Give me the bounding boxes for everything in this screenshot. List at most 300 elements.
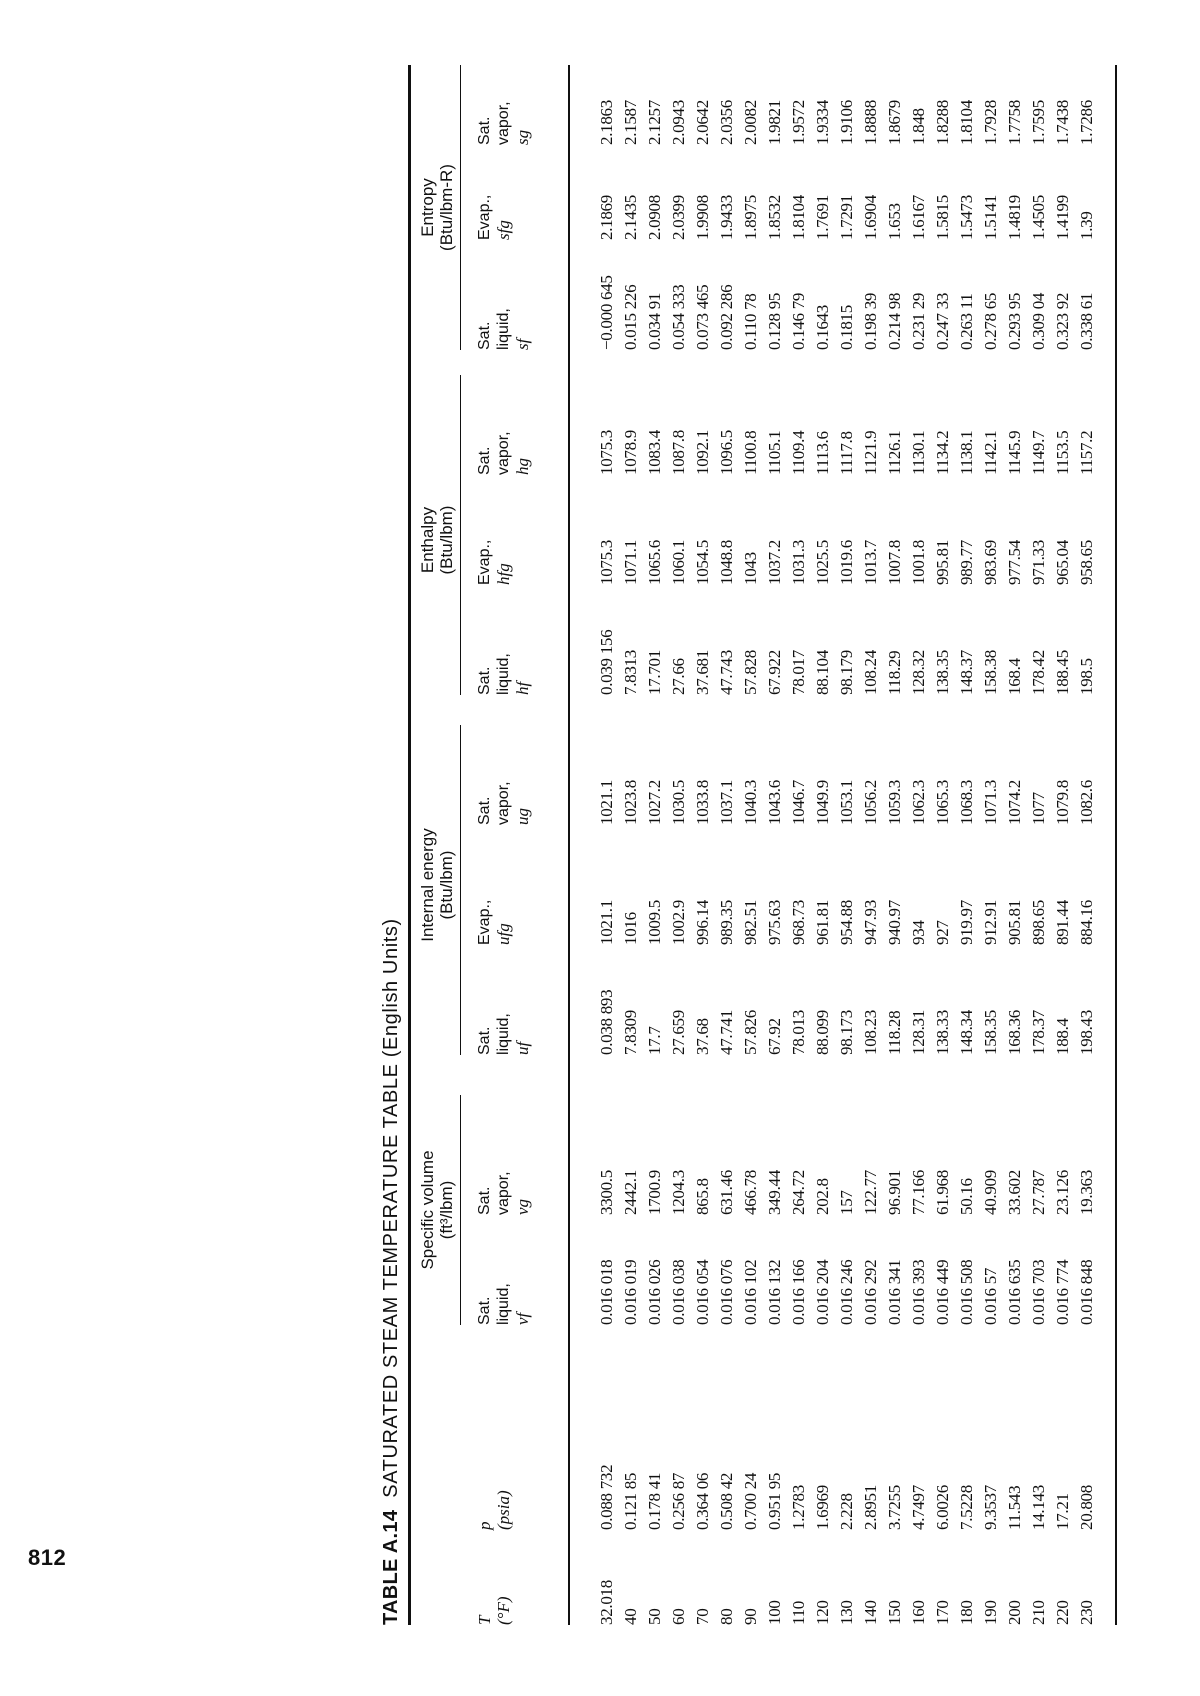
table-cell: 1049.9 — [813, 780, 832, 825]
table-cell: 0.016 848 — [1077, 1259, 1096, 1325]
table-cell: 128.32 — [909, 650, 928, 695]
table-cell: 0.278 65 — [981, 292, 1000, 350]
top-rule — [408, 65, 411, 1625]
header-line: ug — [513, 808, 532, 825]
table-cell: 138.35 — [933, 650, 952, 695]
header-line: hfg — [494, 563, 513, 585]
table-cell: 33.602 — [1005, 1170, 1024, 1215]
table-cell: 0.263 11 — [957, 293, 976, 350]
header-line: hg — [513, 458, 532, 475]
table-cell: 168.36 — [1005, 1010, 1024, 1055]
header-line: Sat. — [476, 1186, 493, 1215]
table-cell: 1.8288 — [933, 100, 952, 145]
table-cell: 1040.3 — [741, 780, 760, 825]
table-cell: 905.81 — [1005, 900, 1024, 945]
column-sfg — [475, 194, 1096, 240]
table-cell: 865.8 — [693, 1178, 712, 1215]
table-cell: 80 — [717, 1608, 736, 1625]
table-cell: 1.9821 — [765, 100, 784, 145]
column-cells — [595, 1260, 1099, 1325]
table-cell: 88.104 — [813, 650, 832, 695]
table-cell: 1109.4 — [789, 430, 808, 475]
table-cell: 1016 — [621, 912, 640, 945]
table-cell: 0.016 57 — [981, 1267, 1000, 1325]
table-cell: 47.743 — [717, 650, 736, 695]
table-cell: 898.65 — [1029, 900, 1048, 945]
table-cell: 1054.5 — [693, 540, 712, 585]
group-rule — [460, 65, 461, 350]
table-cell: 989.35 — [717, 900, 736, 945]
table-cell: 1.7291 — [837, 195, 856, 240]
header-line: liquid, — [495, 1013, 512, 1055]
table-cell: 0.092 286 — [717, 284, 736, 350]
table-cell: 0.016 292 — [861, 1259, 880, 1325]
table-cell: 1.39 — [1077, 211, 1096, 240]
table-cell: 1130.1 — [909, 430, 928, 475]
table-cell: 1043.6 — [765, 780, 784, 825]
table-cell: 202.8 — [813, 1178, 832, 1215]
column-header — [475, 1013, 559, 1055]
table-cell: 2.0908 — [645, 195, 664, 240]
table-cell: 57.828 — [741, 650, 760, 695]
header-line: p — [475, 1521, 494, 1530]
table-cell: 1.8975 — [741, 195, 760, 240]
table-cell: 168.4 — [1005, 658, 1024, 695]
table-cell: 0.016 019 — [621, 1259, 640, 1325]
table-cell: 1121.9 — [861, 430, 880, 475]
table-cell: 0.364 06 — [693, 1472, 712, 1530]
table-cell: 1078.9 — [621, 430, 640, 475]
table-cell: 67.92 — [765, 1018, 784, 1055]
table-cell: 2442.1 — [621, 1170, 640, 1215]
table-cell: 200 — [1005, 1600, 1024, 1625]
table-cell: 927 — [933, 920, 952, 945]
table-cell: 961.81 — [813, 900, 832, 945]
table-cell: 150 — [885, 1600, 904, 1625]
table-cell: 968.73 — [789, 900, 808, 945]
table-cell: 27.66 — [669, 658, 688, 695]
table-cell: 40 — [621, 1608, 640, 1625]
header-line: Sat. — [476, 116, 493, 145]
column-uf — [475, 989, 1096, 1055]
table-cell: 1065.3 — [933, 780, 952, 825]
table-cell: 1105.1 — [765, 430, 784, 475]
table-cell: 130 — [837, 1600, 856, 1625]
header-line: Evap., — [476, 194, 493, 240]
table-cell: 188.4 — [1053, 1018, 1072, 1055]
table-cell: 1.9572 — [789, 100, 808, 145]
column-header — [475, 1490, 559, 1530]
column-vf — [475, 1259, 1096, 1325]
table-cell: 1037.2 — [765, 540, 784, 585]
table-cell: 23.126 — [1053, 1170, 1072, 1215]
table-cell: 1.8679 — [885, 100, 904, 145]
table-cell: 2.0943 — [669, 100, 688, 145]
header-line: hf — [513, 681, 532, 695]
header-line: vf — [513, 1312, 532, 1325]
header-line: vapor, — [495, 781, 512, 825]
column-sg — [475, 100, 1096, 145]
group-specific-volume — [418, 1095, 456, 1325]
table-cell: 996.14 — [693, 900, 712, 945]
table-cell: 6.0026 — [933, 1485, 952, 1530]
table-cell: 170 — [933, 1600, 952, 1625]
header-line: liquid, — [495, 308, 512, 350]
table-cell: 37.68 — [693, 1018, 712, 1055]
table-cell: 1092.1 — [693, 430, 712, 475]
table-cell: 7.8313 — [621, 650, 640, 695]
table-cell: 0.016 204 — [813, 1259, 832, 1325]
column-cells — [595, 195, 1099, 240]
header-line: Evap., — [476, 899, 493, 945]
table-cell: 466.78 — [741, 1170, 760, 1215]
table-cell: 118.28 — [885, 1010, 904, 1055]
bottom-rule — [1115, 65, 1117, 1625]
table-cell: 1013.7 — [861, 540, 880, 585]
table-cell: 947.93 — [861, 900, 880, 945]
table-cell: 1.9106 — [837, 100, 856, 145]
table-cell: 77.166 — [909, 1170, 928, 1215]
header-line: sfg — [494, 220, 513, 240]
group-rule — [460, 725, 461, 1055]
table-cell: 1.4199 — [1053, 195, 1072, 240]
table-cell: 1113.6 — [813, 431, 832, 475]
table-cell: 60 — [669, 1608, 688, 1625]
header-line: Sat. — [476, 1296, 493, 1325]
table-cell: 40.909 — [981, 1170, 1000, 1215]
table-cell: 78.017 — [789, 650, 808, 695]
table-cell: 1021.1 — [597, 780, 616, 825]
rotated-table — [380, 65, 1200, 1625]
column-cells — [595, 780, 1099, 825]
header-line: vapor, — [495, 1171, 512, 1215]
column-header — [475, 1596, 559, 1625]
table-cell: 1087.8 — [669, 430, 688, 475]
table-cell: 982.51 — [741, 900, 760, 945]
table-cell: 1.5815 — [933, 195, 952, 240]
table-cell: 884.16 — [1077, 900, 1096, 945]
table-cell: 1.4819 — [1005, 195, 1024, 240]
table-cell: 1100.8 — [741, 430, 760, 475]
table-cell: 940.97 — [885, 900, 904, 945]
table-cell: 128.31 — [909, 1010, 928, 1055]
table-cell: 989.77 — [957, 540, 976, 585]
table-cell: 1071.1 — [621, 540, 640, 585]
table-cell: 1.8888 — [861, 100, 880, 145]
table-cell: 178.37 — [1029, 1010, 1048, 1055]
column-cells — [595, 1170, 1099, 1215]
table-cell: 70 — [693, 1608, 712, 1625]
table-cell: 1021.1 — [597, 900, 616, 945]
table-cell: 0.016 054 — [693, 1259, 712, 1325]
table-cell: 1075.3 — [597, 540, 616, 585]
table-cell: 1.7286 — [1077, 100, 1096, 145]
table-cell: 158.38 — [981, 650, 1000, 695]
table-cell: 67.922 — [765, 650, 784, 695]
table-cell: 57.826 — [741, 1010, 760, 1055]
column-header — [475, 653, 559, 695]
table-cell: 7.8309 — [621, 1010, 640, 1055]
table-cell: 14.143 — [1029, 1485, 1048, 1530]
table-cell: 0.016 018 — [597, 1259, 616, 1325]
table-cell: 0.309 04 — [1029, 292, 1048, 350]
table-cell: 160 — [909, 1600, 928, 1625]
table-cell: 0.016 076 — [717, 1259, 736, 1325]
column-cells — [595, 540, 1099, 585]
table-cell: 1074.2 — [1005, 780, 1024, 825]
table-cell: 98.179 — [837, 650, 856, 695]
table-cell: 1134.2 — [933, 430, 952, 475]
table-cell: 1030.5 — [669, 780, 688, 825]
table-cell: 1204.3 — [669, 1170, 688, 1215]
column-vg — [475, 1170, 1096, 1215]
table-cell: 122.77 — [861, 1170, 880, 1215]
table-cell: 0.016 102 — [741, 1259, 760, 1325]
table-cell: 7.5228 — [957, 1485, 976, 1530]
column-header — [475, 308, 559, 350]
table-cell: 1.6969 — [813, 1485, 832, 1530]
group-title: Internal energy — [418, 828, 437, 942]
table-cell: 188.45 — [1053, 650, 1072, 695]
table-cell: 0.198 39 — [861, 292, 880, 350]
table-cell: 1062.3 — [909, 780, 928, 825]
table-cell: 2.1587 — [621, 100, 640, 145]
table-cell: 158.35 — [981, 1010, 1000, 1055]
table-cell: 1019.6 — [837, 540, 856, 585]
table-cell: 2.228 — [837, 1493, 856, 1530]
table-cell: 11.543 — [1005, 1485, 1024, 1530]
table-cell: 0.1815 — [837, 305, 856, 350]
column-hfg — [475, 539, 1096, 585]
column-cells — [595, 1580, 1099, 1625]
page-number: 812 — [28, 1545, 67, 1570]
table-cell: 0.016 635 — [1005, 1259, 1024, 1325]
table-cell: 198.5 — [1077, 658, 1096, 695]
table-cell: 934 — [909, 920, 928, 945]
table-cell: 0.700 24 — [741, 1472, 760, 1530]
table-cell: 1043 — [741, 552, 760, 585]
table-cell: 1059.3 — [885, 780, 904, 825]
table-cell: 230 — [1077, 1600, 1096, 1625]
table-cell: 37.681 — [693, 650, 712, 695]
table-cell: 17.21 — [1053, 1493, 1072, 1530]
table-cell: 0.231 29 — [909, 292, 928, 350]
table-cell: 210 — [1029, 1600, 1048, 1625]
table-cell: 148.34 — [957, 1010, 976, 1055]
table-cell: 0.015 226 — [621, 284, 640, 350]
table-cell: 1.6167 — [909, 195, 928, 240]
column-p — [475, 1464, 1096, 1530]
header-line: uf — [513, 1041, 532, 1055]
column-hg — [475, 430, 1096, 475]
column-cells — [595, 990, 1099, 1055]
group-title: Entropy — [418, 178, 437, 237]
table-cell: 1083.4 — [645, 430, 664, 475]
table-cell: 1075.3 — [597, 430, 616, 475]
table-cell: 88.099 — [813, 1010, 832, 1055]
header-line: Evap., — [476, 539, 493, 585]
column-header — [475, 540, 559, 585]
table-cell: 108.24 — [861, 650, 880, 695]
column-cells — [595, 275, 1099, 350]
table-cell: 90 — [741, 1608, 760, 1625]
table-cell: 0.016 774 — [1053, 1259, 1072, 1325]
table-cell: 0.016 026 — [645, 1259, 664, 1325]
column-header — [475, 900, 559, 945]
column-T — [475, 1580, 1096, 1625]
column-cells — [595, 1465, 1099, 1530]
table-cell: 0.256 87 — [669, 1472, 688, 1530]
header-line: vg — [513, 1198, 532, 1215]
table-cell: 96.901 — [885, 1170, 904, 1215]
table-cell: 0.146 79 — [789, 292, 808, 350]
table-cell: 631.46 — [717, 1170, 736, 1215]
table-cell: 1096.5 — [717, 430, 736, 475]
table-cell: 9.3537 — [981, 1485, 1000, 1530]
table-cell: 20.808 — [1077, 1485, 1096, 1530]
column-header — [475, 1283, 559, 1325]
header-line: (°F) — [494, 1596, 513, 1625]
group-units: (Btu/lbm) — [437, 850, 456, 920]
table-cell: 1001.8 — [909, 540, 928, 585]
table-cell: 138.33 — [933, 1010, 952, 1055]
column-header — [475, 195, 559, 240]
table-cell: 1.8104 — [789, 195, 808, 240]
table-cell: 0.054 333 — [669, 284, 688, 350]
table-cell: 954.88 — [837, 900, 856, 945]
table-cell: 2.0356 — [717, 100, 736, 145]
header-line: Sat. — [476, 321, 493, 350]
table-cell: 0.016 508 — [957, 1259, 976, 1325]
table-cell: 2.0082 — [741, 100, 760, 145]
table-cell: 0.1643 — [813, 305, 832, 350]
table-cell: 98.173 — [837, 1010, 856, 1055]
table-cell: 0.016 166 — [789, 1259, 808, 1325]
table-cell: 2.1863 — [597, 100, 616, 145]
table-cell: 0.016 449 — [933, 1259, 952, 1325]
table-cell: 100 — [765, 1600, 784, 1625]
table-cell: 1.5473 — [957, 195, 976, 240]
table-cell: 108.23 — [861, 1010, 880, 1055]
column-cells — [595, 630, 1099, 695]
table-cell: 2.0399 — [669, 195, 688, 240]
table-cell: 220 — [1053, 1600, 1072, 1625]
table-cell: 178.42 — [1029, 650, 1048, 695]
header-line: Sat. — [476, 796, 493, 825]
table-cell: 1157.2 — [1077, 430, 1096, 475]
column-hf — [475, 629, 1096, 695]
table-cell: 3300.5 — [597, 1170, 616, 1215]
group-rule — [460, 1095, 461, 1325]
header-line: Sat. — [476, 446, 493, 475]
table-cell: 1.8532 — [765, 195, 784, 240]
table-cell: 19.363 — [1077, 1170, 1096, 1215]
group-rule — [460, 375, 461, 695]
table-cell: 1046.7 — [789, 780, 808, 825]
table-cell: 32.018 — [597, 1580, 616, 1625]
table-cell: 0.508 42 — [717, 1472, 736, 1530]
table-cell: 1126.1 — [885, 430, 904, 475]
table-cell: 1048.8 — [717, 540, 736, 585]
table-cell: 17.7 — [645, 1026, 664, 1055]
table-cell: 0.178 41 — [645, 1472, 664, 1530]
table-cell: 1031.3 — [789, 540, 808, 585]
table-cell: 1037.1 — [717, 780, 736, 825]
table-cell: 995.81 — [933, 540, 952, 585]
table-cell: 47.741 — [717, 1010, 736, 1055]
header-line: Sat. — [476, 666, 493, 695]
table-cell: 0.338 61 — [1077, 292, 1096, 350]
table-cell: 1.653 — [885, 203, 904, 240]
table-cell: 0.016 132 — [765, 1259, 784, 1325]
table-cell: 118.29 — [885, 650, 904, 695]
table-cell: 2.1257 — [645, 100, 664, 145]
table-cell: 975.63 — [765, 900, 784, 945]
group-units: (Btu/lbm-R) — [437, 164, 456, 251]
header-line: ufg — [494, 923, 513, 945]
table-cell: 919.97 — [957, 900, 976, 945]
table-cell: 1.2783 — [789, 1485, 808, 1530]
column-header — [475, 1171, 559, 1215]
table-cell: 0.039 156 — [597, 629, 616, 695]
table-cell: −0.000 645 — [597, 275, 616, 350]
table-cell: 1077 — [1029, 792, 1048, 825]
table-cell: 0.016 393 — [909, 1259, 928, 1325]
table-cell: 0.110 78 — [741, 293, 760, 350]
table-cell: 1002.9 — [669, 900, 688, 945]
group-title: Specific volume — [418, 1150, 437, 1270]
table-cell: 50.16 — [957, 1178, 976, 1215]
table-cell: 958.65 — [1077, 540, 1096, 585]
table-cell: 0.016 703 — [1029, 1259, 1048, 1325]
header-line: T — [475, 1615, 494, 1625]
table-cell: 1149.7 — [1029, 430, 1048, 475]
header-line: vapor, — [495, 431, 512, 475]
table-cell: 1.7595 — [1029, 100, 1048, 145]
table-cell: 2.1435 — [621, 195, 640, 240]
table-cell: 2.1869 — [597, 195, 616, 240]
table-cell: 1.7691 — [813, 195, 832, 240]
table-cell: 1023.8 — [621, 780, 640, 825]
table-cell: 1.8104 — [957, 100, 976, 145]
table-cell: 0.323 92 — [1053, 292, 1072, 350]
table-cell: 198.43 — [1077, 1010, 1096, 1055]
table-cell: 349.44 — [765, 1170, 784, 1215]
group-units: (ft³/lbm) — [437, 1180, 456, 1240]
table-cell: 0.088 732 — [597, 1464, 616, 1530]
table-cell: 140 — [861, 1600, 880, 1625]
column-cells — [595, 900, 1099, 945]
column-header — [475, 431, 559, 475]
table-cell: 0.128 95 — [765, 292, 784, 350]
table-cell: 1065.6 — [645, 540, 664, 585]
table-cell: 983.69 — [981, 540, 1000, 585]
table-cell: 1.6904 — [861, 195, 880, 240]
column-sf — [475, 275, 1096, 350]
table-cell: 1009.5 — [645, 900, 664, 945]
table-cell: 61.968 — [933, 1170, 952, 1215]
table-cell: 120 — [813, 1600, 832, 1625]
table-cell: 1056.2 — [861, 780, 880, 825]
table-cell: 27.659 — [669, 1010, 688, 1055]
table-cell: 264.72 — [789, 1170, 808, 1215]
table-cell: 157 — [837, 1190, 856, 1215]
table-cell: 190 — [981, 1600, 1000, 1625]
table-cell: 0.016 038 — [669, 1259, 688, 1325]
table-cell: 0.073 465 — [693, 284, 712, 350]
table-cell: 17.701 — [645, 650, 664, 695]
column-header — [475, 101, 559, 145]
